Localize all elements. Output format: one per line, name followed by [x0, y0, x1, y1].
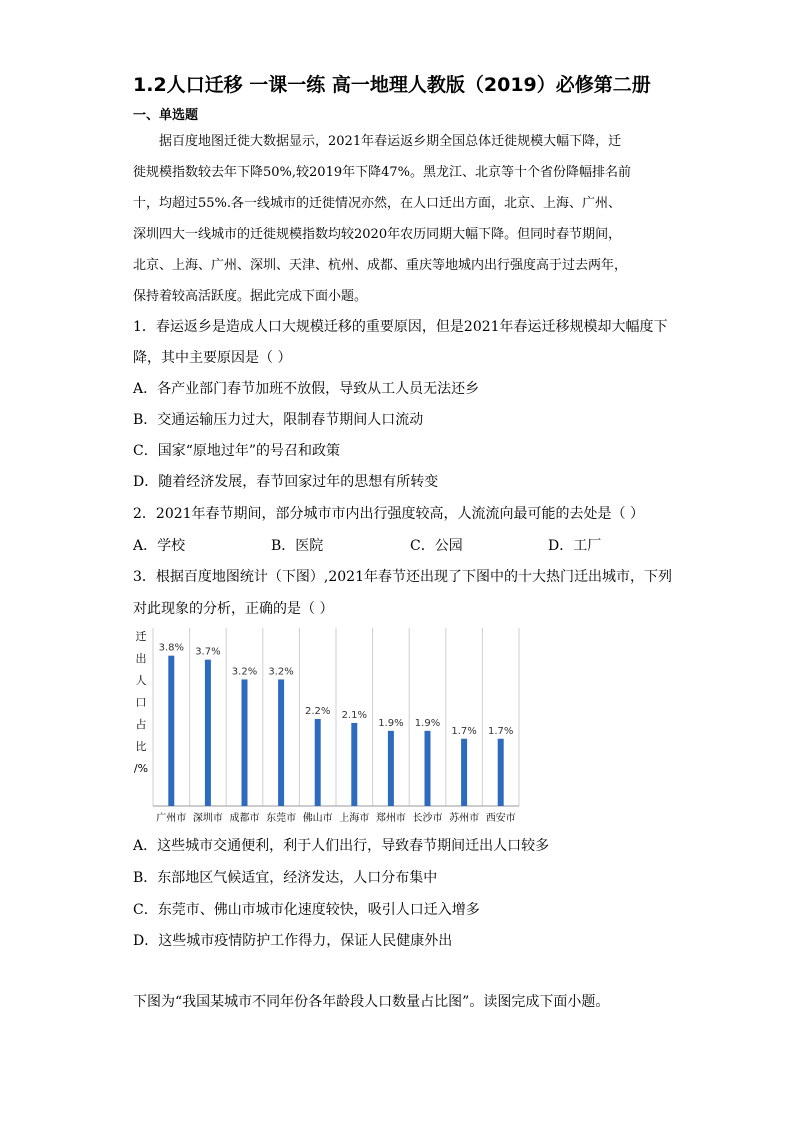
bar-value-label: 3.8%: [158, 642, 185, 654]
chart-bar: [242, 679, 248, 806]
outmigration-bar-chart: [133, 626, 523, 828]
passage-line: 保持着较高活跃度。据此完成下面小题。: [133, 289, 368, 304]
q1-option-c: C．国家“原地过年”的号召和政策: [133, 443, 341, 459]
passage-line: 深圳四大一线城市的迁徙规模指数均较2020年农历同期大幅下降。但同时春节期间，: [133, 227, 622, 242]
y-axis-label-char: 口: [135, 696, 147, 709]
passage-line: 据百度地图迁徙大数据显示，2021年春运返乡期全国总体迁徙规模大幅下降，迁: [159, 134, 622, 149]
chart-bar: [461, 739, 467, 806]
q3-stem-line2: 对此现象的分析，正确的是（ ）: [133, 601, 334, 617]
x-tick-label: 苏州市: [449, 813, 480, 824]
x-tick-label: 佛山市: [302, 813, 333, 824]
q2-option-b: B．医院: [271, 538, 324, 554]
q1-option-b: B．交通运输压力过大，限制春节期间人口流动: [133, 412, 424, 428]
x-tick-label: 上海市: [339, 813, 370, 824]
chart-bar: [388, 731, 394, 806]
chart-bar: [168, 656, 174, 806]
y-axis-label-char: /%: [133, 762, 149, 775]
q2-option-d: D．工厂: [548, 538, 602, 554]
x-tick-label: 西安市: [485, 813, 516, 824]
q1-option-d: D．随着经济发展，春节回家过年的思想有所转变: [133, 474, 439, 490]
bar-value-label: 2.2%: [304, 705, 331, 717]
bar-value-label: 3.2%: [268, 666, 294, 678]
chart-bar: [498, 739, 504, 806]
x-tick-label: 深圳市: [192, 813, 223, 824]
q3-option-b: B．东部地区气候适宜，经济发达，人口分布集中: [133, 870, 438, 886]
y-axis-label-char: 迁: [135, 630, 147, 643]
section-heading: 一、单选题: [133, 108, 199, 123]
q3-option-a: A．这些城市交通便利，利于人们出行，导致春节期间迁出人口较多: [133, 838, 550, 854]
bar-value-label: 1.7%: [451, 725, 477, 737]
chart-bar: [351, 723, 357, 806]
chart-bar: [425, 731, 431, 806]
q3-option-c: C．东莞市、佛山市城市化速度较快，吸引人口迁入增多: [133, 902, 480, 918]
x-tick-label: 成都市: [229, 813, 260, 824]
bar-value-label: 1.9%: [414, 717, 441, 729]
q1-stem-line1: 1．春运返乡是造成人口大规模迁移的重要原因，但是2021年春运迁移规模却大幅度下: [133, 319, 668, 335]
q1-option-a: A．各产业部门春节加班不放假，导致从工人员无法还乡: [133, 381, 480, 397]
next-section-intro: 下图为“我国某城市不同年份各年龄段人口数量占比图”。读图完成下面小题。: [133, 994, 610, 1010]
bar-value-label: 3.2%: [231, 666, 258, 678]
q2-stem: 2．2021年春节期间，部分城市市内出行强度较高，人流流向最可能的去处是（ ）: [133, 506, 644, 522]
y-axis-label-char: 占: [135, 718, 147, 731]
page-title: 1.2人口迁移 一课一练 高一地理人教版（2019）必修第二册: [133, 74, 651, 96]
q3-stem-line1: 3．根据百度地图统计（下图）,2021年春节还出现了下图中的十大热门迁出城市，下列: [133, 569, 672, 585]
y-axis-label-char: 人: [135, 674, 147, 687]
passage-line: 十，均超过55%.各一线城市的迁徙情况亦然，在人口迁出方面，北京、上海、广州、: [133, 196, 622, 211]
bar-value-label: 1.9%: [378, 717, 404, 729]
x-tick-label: 郑州市: [375, 813, 406, 824]
bar-value-label: 3.7%: [195, 646, 221, 658]
y-axis-label-char: 出: [135, 652, 147, 665]
x-tick-label: 长沙市: [412, 813, 443, 824]
bar-value-label: 2.1%: [341, 709, 368, 721]
x-tick-label: 东莞市: [266, 813, 297, 824]
x-tick-label: 广州市: [156, 813, 187, 824]
chart-bar: [205, 660, 211, 806]
passage-line: 北京、上海、广州、深圳、天津、杭州、成都、重庆等地城内出行强度高于过去两年，: [133, 258, 628, 273]
bar-value-label: 1.7%: [487, 725, 514, 737]
q2-option-a: A．学校: [133, 538, 186, 554]
y-axis-label-char: 比: [135, 740, 147, 753]
q3-option-d: D．这些城市疫情防护工作得力，保证人民健康外出: [133, 933, 453, 949]
q1-stem-line2: 降，其中主要原因是（ ）: [133, 350, 292, 366]
passage-line: 徙规模指数较去年下降50%,较2019年下降47%。黑龙江、北京等十个省份降幅排名前: [133, 165, 632, 180]
chart-bar: [315, 719, 321, 806]
q2-option-c: C．公园: [410, 538, 463, 554]
chart-bar: [278, 679, 284, 806]
reading-passage: [133, 126, 666, 312]
